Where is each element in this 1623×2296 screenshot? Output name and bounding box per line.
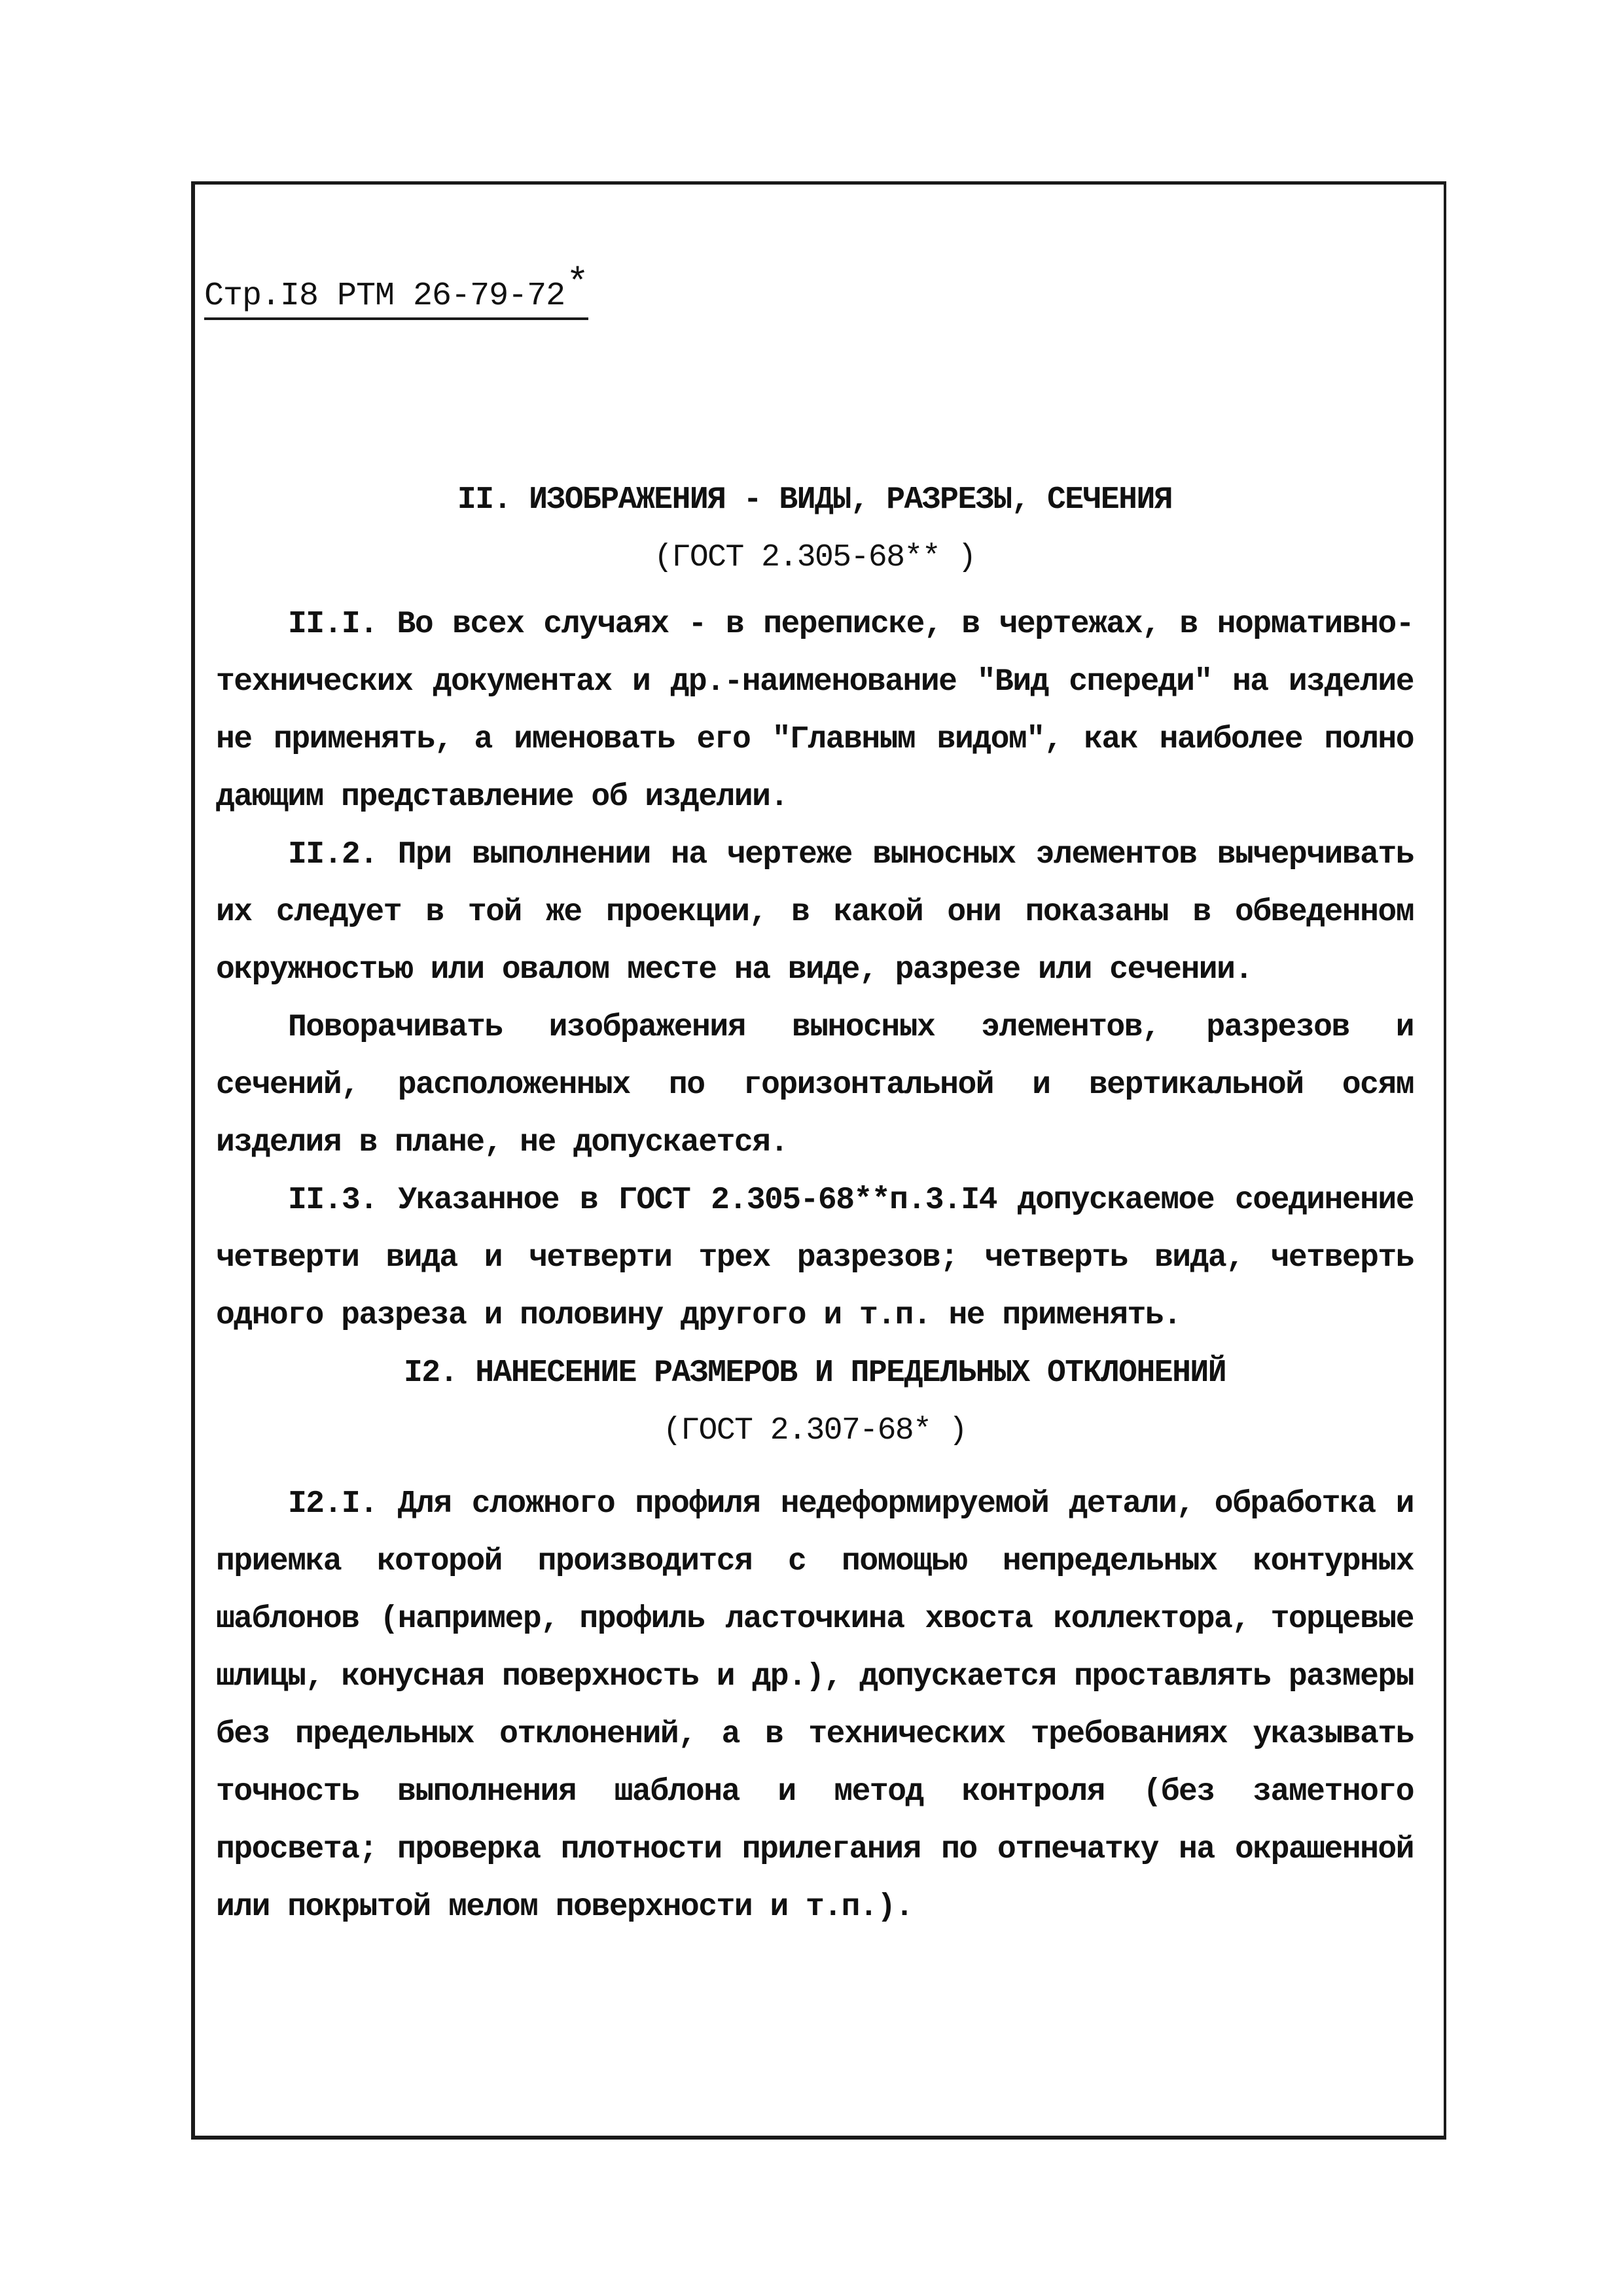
paragraph-11-1: II.I. Во всех случаях - в переписке, в чертежах, в нормативно-технических документах и др.-наименование "Вид спереди" на изделие не применять, а именовать его "Главным видом", как наиболее полно дающим представление об изделии. [216,607,1414,815]
paragraph-11-2-cont: Поворачивать изображения выносных элементов, разрезов и сечений, расположенных по горизонтальной и вертикальной осям изделия в плане, не допускается. [216,1010,1414,1160]
section-11-standard: (ГОСТ 2.305-68** ) [654,540,976,575]
paragraph-11-2: II.2. При выполнении на чертеже выносных элементов вычерчивать их следует в той же проекции, в какой они показаны в обведенном окружностью или овалом месте на виде, разрезе или сечении. [216,837,1414,988]
header-mark: * [566,263,588,306]
paragraph-12-1: I2.I. Для сложного профиля недеформируемой детали, обработка и приемка которой производится с помощью непредельных контурных шаблонов (например, профиль ласточкина хвоста коллектора, торцевые шлицы, конусная поверхность и др.), допускается проставлять размеры без предельных отклонений, а в технических требованиях указывать точность выполнения шаблона и метод контроля (без заметного просвета; проверка плотности прилегания по отпечатку на окрашенной или покрытой мелом поверхности и т.п.). [216,1486,1414,1925]
section-12-title: I2. НАНЕСЕНИЕ РАЗМЕРОВ И ПРЕДЕЛЬНЫХ ОТКЛОНЕНИЙ [403,1355,1226,1391]
page-header [204,263,588,320]
document-body [216,471,1414,1936]
section-11-title: II. ИЗОБРАЖЕНИЯ - ВИДЫ, РАЗРЕЗЫ, СЕЧЕНИЯ [457,482,1173,518]
section-12-standard: (ГОСТ 2.307-68* ) [662,1413,967,1448]
header-text: Стр.I8 РТМ 26-79-72 [204,278,565,315]
paragraph-11-3: II.3. Указанное в ГОСТ 2.305-68**п.3.I4 допускаемое соединение четверти вида и четверти трех разрезов; четверть вида, четверть одного разреза и половину другого и т.п. не применять. [216,1183,1414,1333]
